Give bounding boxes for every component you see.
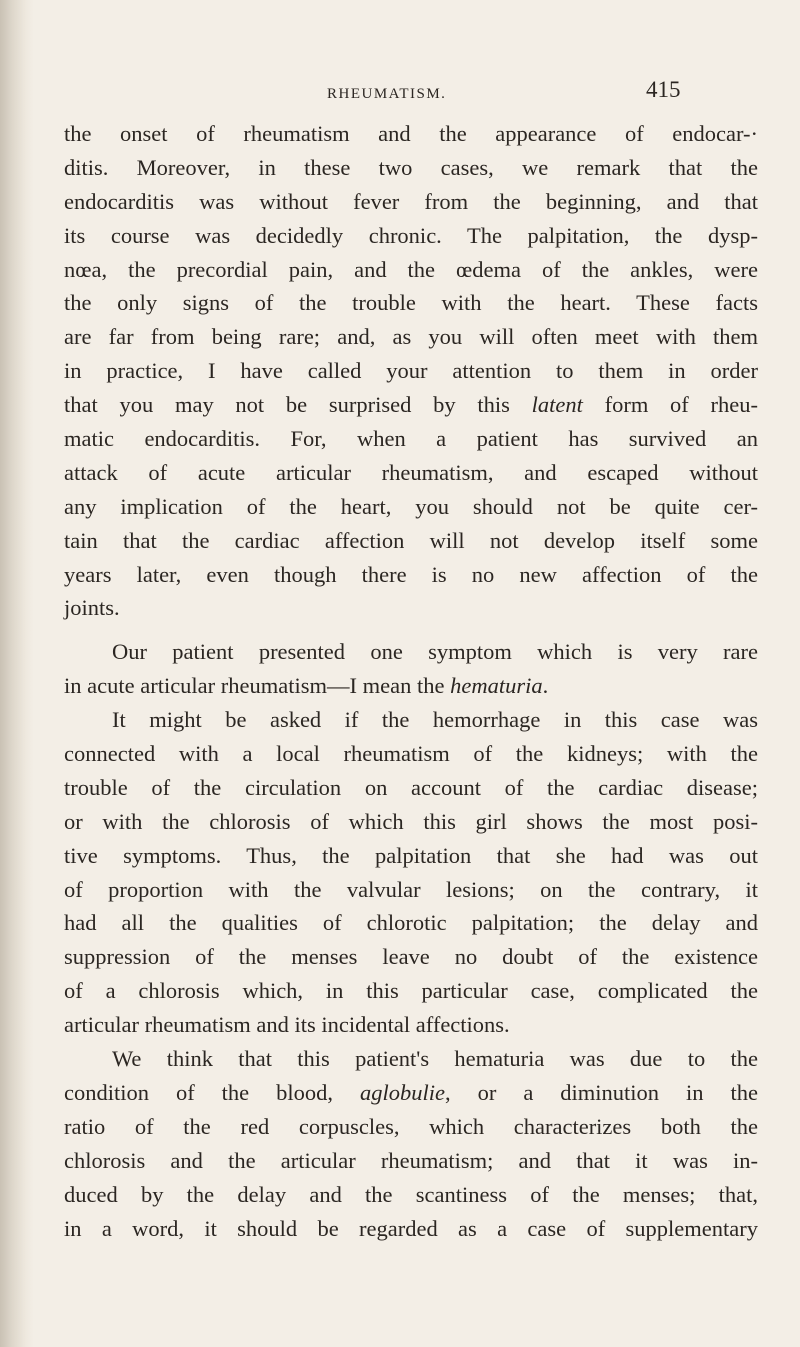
text-line: endocarditis was without fever from the beginning, and that — [64, 188, 758, 214]
text-line: its course was decidedly chronic. The palpitation, the dysp- — [64, 222, 758, 248]
text-line: condition of the blood, aglobulie, or a diminution in the — [64, 1079, 758, 1105]
text-line: attack of acute articular rheumatism, and escaped without — [64, 459, 758, 485]
text-line: duced by the delay and the scantiness of the menses; that, — [64, 1181, 758, 1207]
italic-term-aglobulie: aglobulie — [360, 1079, 445, 1105]
text-line: articular rheumatism and its incidental affections. — [64, 1012, 510, 1038]
text-line: the onset of rheumatism and the appearance of endocar-· — [64, 121, 758, 146]
text-line: matic endocarditis. For, when a patient has survived an — [64, 426, 758, 452]
text-line: nœa, the precordial pain, and the œdema of the ankles, were — [64, 256, 758, 282]
text-line: in a word, it should be regarded as a case of supplementary — [64, 1215, 758, 1241]
text-line: We think that this patient's hematuria was due to the — [112, 1046, 758, 1072]
text-line: Our patient presented one symptom which is very rare — [112, 639, 758, 665]
text-line: that you may not be surprised by this latent form of rheu- — [64, 392, 758, 418]
running-head: RHEUMATISM. — [327, 86, 447, 102]
text-line: tive symptoms. Thus, the palpitation that she had was out — [64, 842, 758, 868]
body-text — [64, 117, 758, 1245]
text-line: of a chlorosis which, in this particular case, complicated the — [64, 978, 758, 1004]
italic-term-hematuria: hematuria — [450, 673, 543, 699]
text-line: had all the qualities of chlorotic palpitation; the delay and — [64, 910, 758, 936]
text-line: are far from being rare; and, as you will often meet with them — [64, 324, 758, 350]
page-edge-shadow — [0, 0, 34, 1347]
paragraph — [64, 635, 758, 703]
text-line: joints. — [64, 595, 120, 621]
italic-term-latent: latent — [531, 392, 583, 418]
text-line: suppression of the menses leave no doubt of the existence — [64, 944, 758, 970]
paragraph — [64, 117, 758, 625]
text-line: trouble of the circulation on account of the cardiac disease; — [64, 774, 758, 800]
text-line: tain that the cardiac affection will not develop itself some — [64, 527, 758, 553]
text-line: of proportion with the valvular lesions; on the contrary, it — [64, 876, 758, 902]
text-line: in acute articular rheumatism—I mean the hematuria. — [64, 673, 549, 699]
text-line: years later, even though there is no new affection of the — [64, 561, 758, 587]
text-line: connected with a local rheumatism of the kidneys; with the — [64, 741, 758, 767]
text-line: It might be asked if the hemorrhage in this case was — [112, 707, 758, 733]
text-line: ditis. Moreover, in these two cases, we remark that the — [64, 154, 758, 180]
paragraph — [64, 703, 758, 1042]
paragraph — [64, 1042, 758, 1245]
text-line: ratio of the red corpuscles, which characterizes both the — [64, 1113, 758, 1139]
page-number: 415 — [646, 77, 681, 102]
text-line: in practice, I have called your attention to them in order — [64, 358, 758, 384]
text-line: any implication of the heart, you should not be quite cer- — [64, 493, 758, 519]
text-line: or with the chlorosis of which this girl shows the most posi- — [64, 808, 758, 834]
text-line: chlorosis and the articular rheumatism; and that it was in- — [64, 1147, 758, 1173]
text-line: the only signs of the trouble with the heart. These facts — [64, 290, 758, 316]
